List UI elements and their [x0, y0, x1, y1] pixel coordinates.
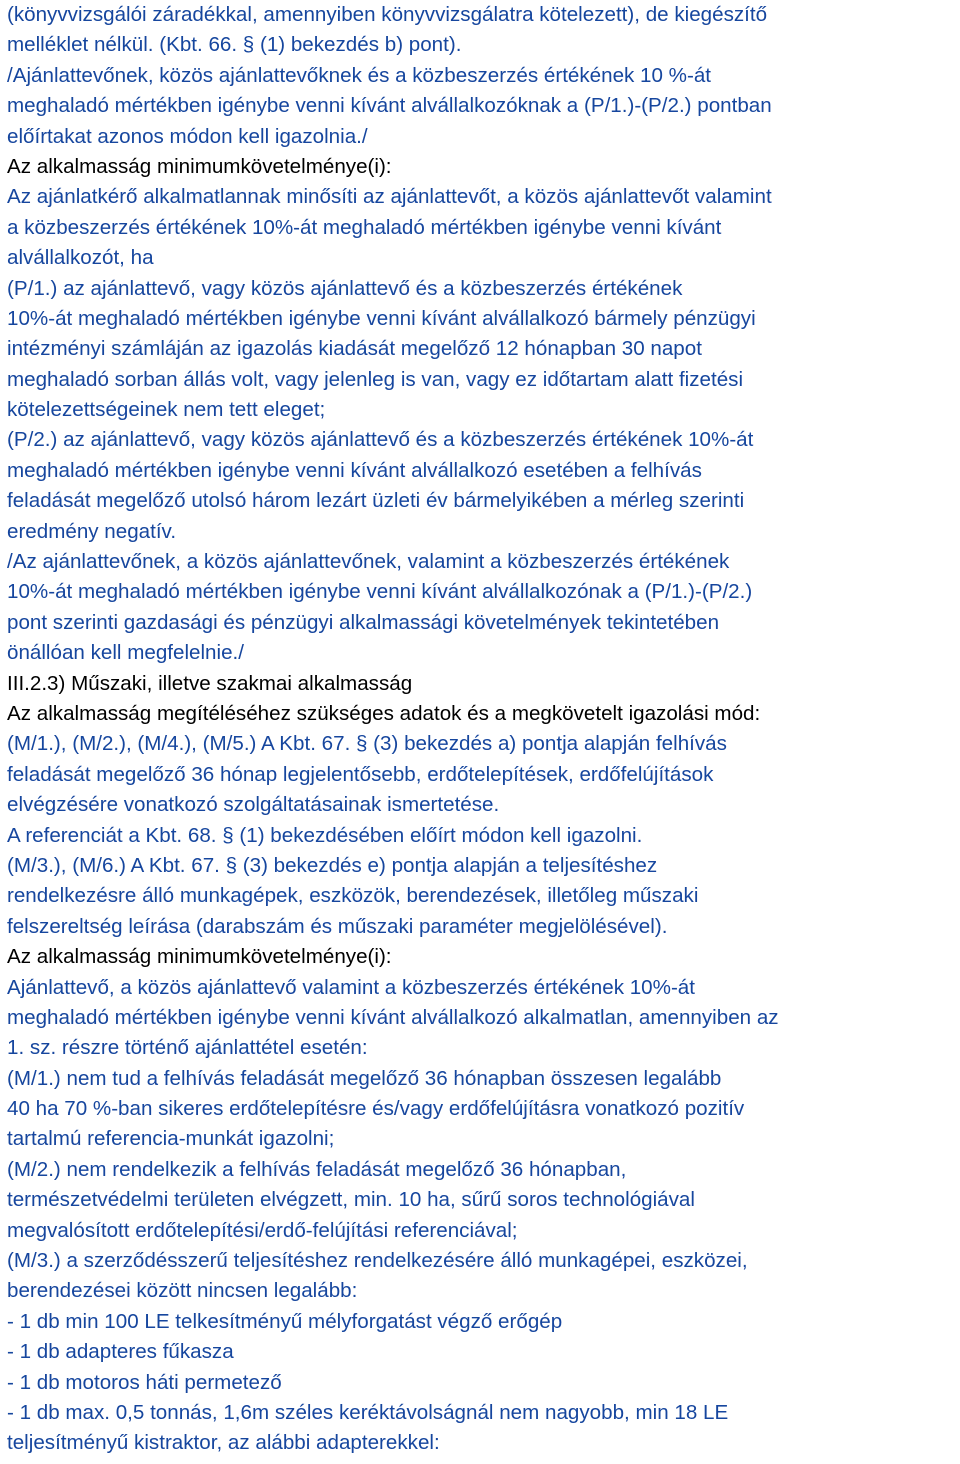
- text-line: feladását megelőző utolsó három lezárt üzleti év bármelyikében a mérleg szerinti: [7, 489, 745, 513]
- text-line: (M/3.), (M/6.) A Kbt. 67. § (3) bekezdés e) pontja alapján a teljesítéshez: [7, 853, 658, 877]
- text-line: a közbeszerzés értékének 10%-át meghaladó mértékben igénybe venni kívánt: [7, 215, 722, 239]
- text-line: meghaladó sorban állás volt, vagy jelenleg is van, vagy ez időtartam alatt fizetési: [7, 367, 744, 391]
- list-item: - 1 db max. 0,5 tonnás, 1,6m széles keréktávolságnál nem nagyobb, min 18 LE: [7, 1400, 729, 1424]
- text-line: (M/1.) nem tud a felhívás feladását megelőző 36 hónapban összesen legalább: [7, 1066, 722, 1090]
- text-line: elvégzésére vonatkozó szolgáltatásainak ismertetése.: [7, 793, 500, 817]
- text-line: megvalósított erdőtelepítési/erdő-felújítási referenciával;: [7, 1218, 518, 1242]
- list-item: - 1 db adapteres fűkasza: [7, 1340, 234, 1364]
- list-item: - 1 db motoros háti permetező: [7, 1370, 282, 1394]
- text-line: teljesítményű kistraktor, az alábbi adapterekkel:: [7, 1431, 440, 1455]
- section-label: Az alkalmasság megítéléséhez szükséges adatok és a megkövetelt igazolási mód:: [7, 701, 761, 725]
- section-label: Az alkalmasság minimumkövetelménye(i):: [7, 945, 392, 969]
- text-line: Ajánlattevő, a közös ajánlattevő valamint a közbeszerzés értékének 10%-át: [7, 975, 695, 999]
- text-line: A referenciát a Kbt. 68. § (1) bekezdésében előírt módon kell igazolni.: [7, 823, 643, 847]
- text-line: előírtakat azonos módon kell igazolnia./: [7, 124, 368, 148]
- text-line: meghaladó mértékben igénybe venni kívánt alvállalkozó esetében a felhívás: [7, 458, 702, 482]
- text-line: 1. sz. részre történő ajánlattétel esetén:: [7, 1036, 368, 1060]
- section-heading: III.2.3) Műszaki, illetve szakmai alkalmasság: [7, 671, 413, 695]
- document-page: [7, 0, 960, 1459]
- text-line: berendezései között nincsen legalább:: [7, 1279, 358, 1303]
- text-line: /Az ajánlattevőnek, a közös ajánlattevőnek, valamint a közbeszerzés értékének: [7, 550, 730, 574]
- text-line: (M/2.) nem rendelkezik a felhívás feladását megelőző 36 hónapban,: [7, 1157, 627, 1181]
- text-line: (M/1.), (M/2.), (M/4.), (M/5.) A Kbt. 67. § (3) bekezdés a) pontja alapján felhívás: [7, 732, 727, 756]
- text-line: Az ajánlatkérő alkalmatlannak minősíti az ajánlattevőt, a közös ajánlattevőt valamint: [7, 185, 772, 209]
- text-line: eredmény negatív.: [7, 519, 177, 543]
- text-line: 40 ha 70 %-ban sikeres erdőtelepítésre és/vagy erdőfelújításra vonatkozó pozitív: [7, 1097, 745, 1121]
- text-line: (könyvvizsgálói záradékkal, amennyiben könyvvizsgálatra kötelezett), de kiegészítő: [7, 3, 768, 26]
- text-line: kötelezettségeinek nem tett eleget;: [7, 398, 326, 422]
- text-line: felszereltség leírása (darabszám és műszaki paraméter megjelölésével).: [7, 914, 668, 938]
- text-line: pont szerinti gazdasági és pénzügyi alkalmassági követelmények tekintetében: [7, 610, 720, 634]
- text-line: természetvédelmi területen elvégzett, min. 10 ha, sűrű soros technológiával: [7, 1188, 695, 1212]
- text-line: önállóan kell megfelelnie./: [7, 641, 244, 665]
- text-line: feladását megelőző 36 hónap legjelentősebb, erdőtelepítések, erdőfelújítások: [7, 762, 714, 786]
- text-line: (P/2.) az ajánlattevő, vagy közös ajánlattevő és a közbeszerzés értékének 10%-át: [7, 428, 754, 452]
- text-line: (M/3.) a szerződésszerű teljesítéshez rendelkezésére álló munkagépei, eszközei,: [7, 1249, 748, 1273]
- section-label: Az alkalmasság minimumkövetelménye(i):: [7, 154, 392, 178]
- text-line: tartalmú referencia-munkát igazolni;: [7, 1127, 335, 1151]
- text-line: rendelkezésre álló munkagépek, eszközök, berendezések, illetőleg műszaki: [7, 884, 699, 908]
- text-line: 10%-át meghaladó mértékben igénybe venni kívánt alvállalkozónak a (P/1.)-(P/2.): [7, 580, 753, 604]
- text-line: intézményi számláján az igazolás kiadását megelőző 12 hónapban 30 napot: [7, 337, 702, 361]
- text-line: meghaladó mértékben igénybe venni kívánt alvállalkozóknak a (P/1.)-(P/2.) pontban: [7, 94, 772, 118]
- text-line: 10%-át meghaladó mértékben igénybe venni kívánt alvállalkozó bármely pénzügyi: [7, 306, 756, 330]
- text-line: /Ajánlattevőnek, közös ajánlattevőknek és a közbeszerzés értékének 10 %-át: [7, 63, 712, 87]
- text-line: alvállalkozót, ha: [7, 246, 154, 270]
- text-line: melléklet nélkül. (Kbt. 66. § (1) bekezdés b) pont).: [7, 33, 462, 57]
- list-item: - 1 db min 100 LE telkesítményű mélyforgatást végző erőgép: [7, 1309, 563, 1333]
- text-line: meghaladó mértékben igénybe venni kívánt alvállalkozó alkalmatlan, amennyiben az: [7, 1005, 779, 1029]
- text-line: (P/1.) az ajánlattevő, vagy közös ajánlattevő és a közbeszerzés értékének: [7, 276, 683, 300]
